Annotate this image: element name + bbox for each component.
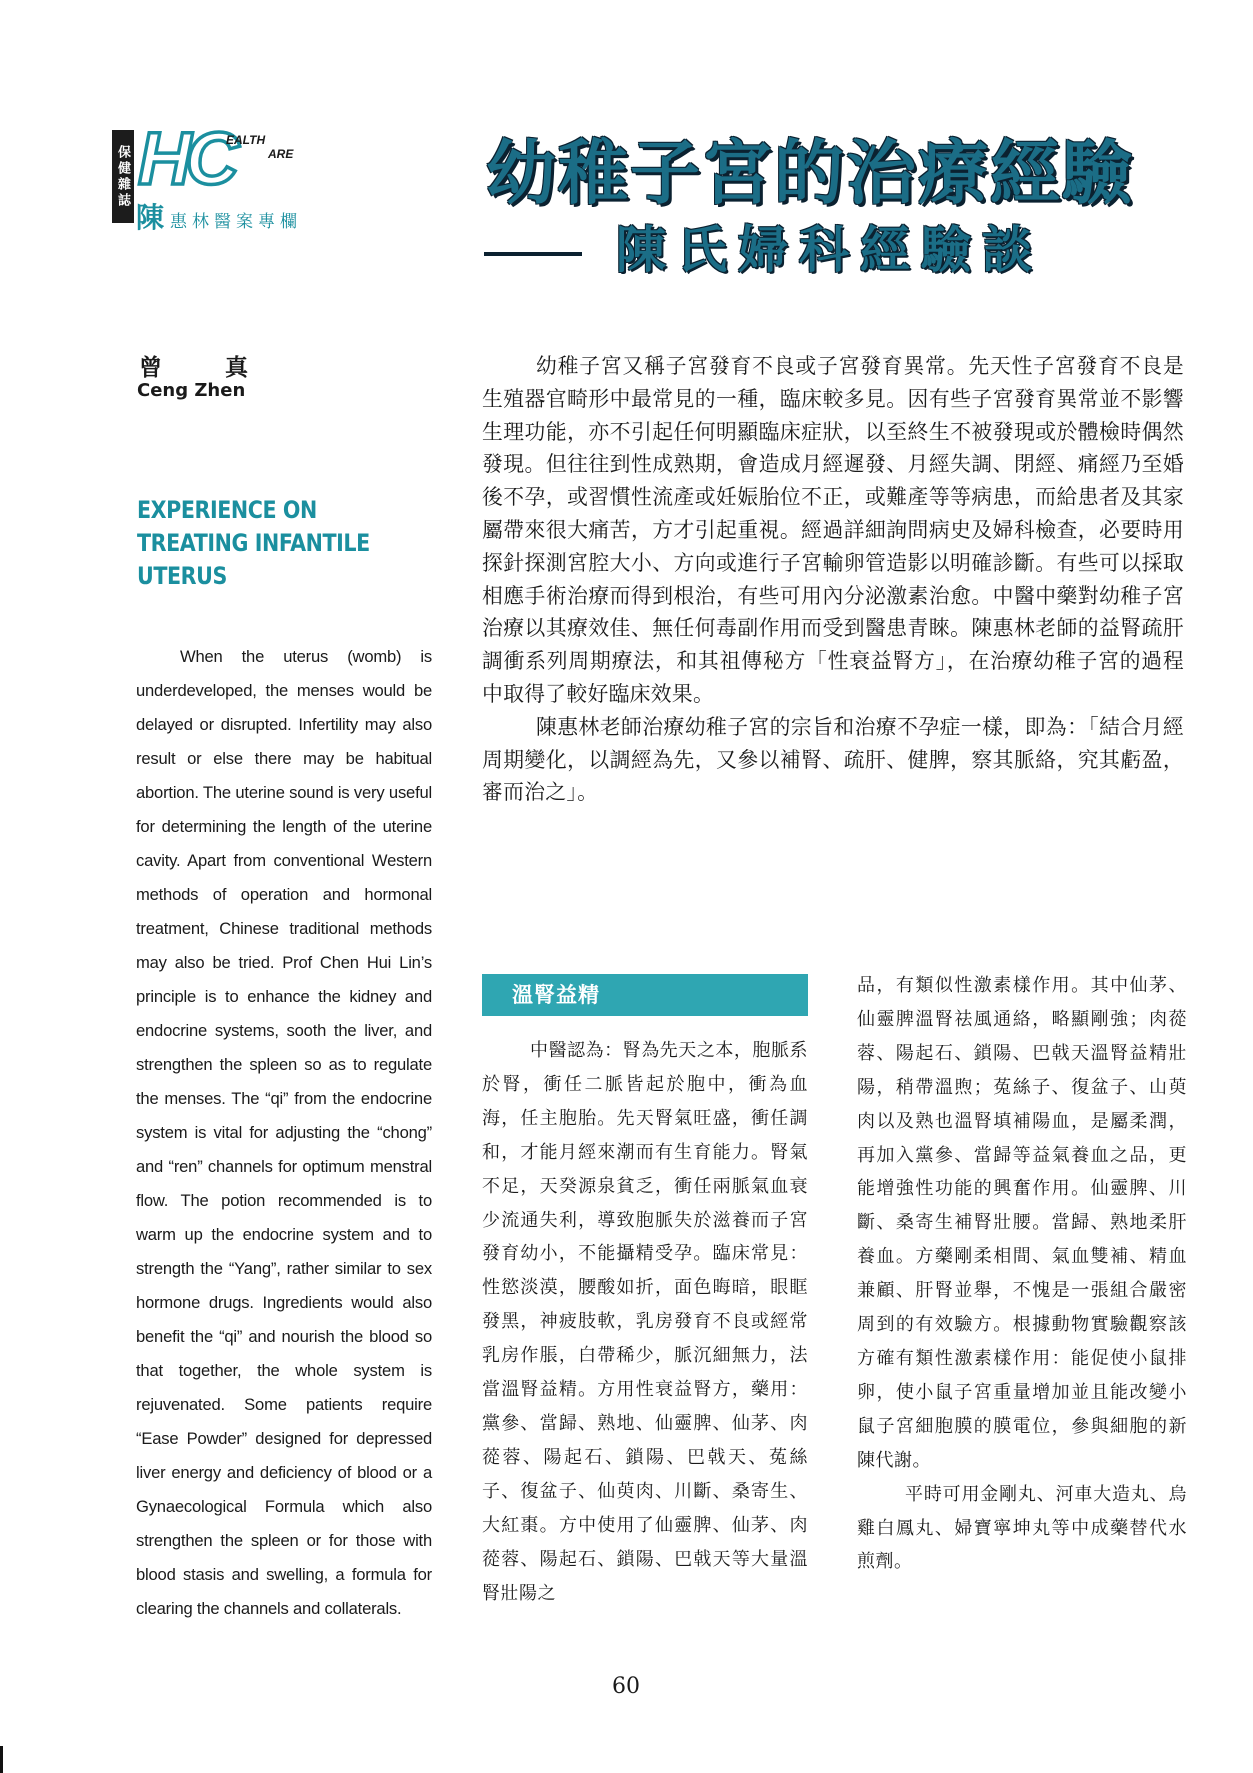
- body-column-left: [482, 1034, 808, 1610]
- intro-paragraph-2: 陳惠林老師治療幼稚子宮的宗旨和治療不孕症一樣，即為：「結合月經周期變化，以調經為先，又參以補腎、疏肝、健脾，察其脈絡，究其虧盈，審而治之」。: [482, 714, 1184, 805]
- logo-hc-letters: HC: [138, 118, 233, 198]
- health-care-logo: [136, 118, 316, 198]
- scan-edge-mark: [0, 1746, 3, 1773]
- body-paragraph-right-2: 平時可用金剛丸、河車大造丸、烏雞白鳳丸、婦寶寧坤丸等中成藥替代水煎劑。: [857, 1483, 1187, 1573]
- series-strip: 保健雜誌: [112, 130, 134, 223]
- logo-ealth-text: EALTH: [226, 133, 266, 147]
- body-paragraph-left: 中醫認為：腎為先天之本，胞脈系於腎，衝任二脈皆起於胞中，衝為血海，任主胞胎。先天腎氣旺盛，衝任調和，才能月經來潮而有生育能力。腎氣不足，天癸源泉貧乏，衝任兩脈氣血衰少流通失利，導致胞脈失於滋養而子宮發育幼小，不能攝精受孕。臨床常見：性慾淡漠，腰酸如折，面色晦暗，眼眶發黑，神疲肢軟，乳房發育不良或經常乳房作脹，白帶稀少，脈沉細無力，法當溫腎益精。方用性衰益腎方，藥用：黨參、當歸、熟地、仙靈脾、仙茅、肉蓯蓉、陽起石、鎖陽、巴戟天、菟絲子、復盆子、仙萸肉、川斷、桑寄生、大紅棗。方中使用了仙靈脾、仙茅、肉蓯蓉、陽起石、鎖陽、巴戟天等大量溫腎壯陽之: [482, 1040, 808, 1604]
- article-title: 幼稚子宮的治療經驗: [486, 131, 1134, 214]
- intro-section: [482, 350, 1184, 809]
- intro-paragraph-1: 幼稚子宮又稱子宮發育不良或子宮發育異常。先天性子宮發育不良是生殖器官畸形中最常見的一種，臨床較多見。因有些子宮發育異常並不影響生理功能，亦不引起任何明顯臨床症狀，以至終生不被發現或於體檢時偶然發現。但往往到性成熟期，會造成月經遲發、月經失調、閉經、痛經乃至婚後不孕，或習慣性流產或妊娠胎位不正，或難產等等病患，而給患者及其家屬帶來很大痛苦，方才引起重視。經過詳細詢問病史及婦科檢查，必要時用探針探測宮腔大小、方向或進行子宮輸卵管造影以明確診斷。有些可以採取相應手術治療而得到根治，有些可用內分泌激素治愈。中醫中藥對幼稚子宮治療以其療效佳、無任何毒副作用而受到醫患青睞。陳惠林老師的益腎疏肝調衝系列周期療法，和其祖傳秘方「性衰益腎方」，在治療幼稚子宮的過程中取得了較好臨床效果。: [482, 354, 1184, 706]
- logo-are-text: ARE: [268, 147, 294, 161]
- english-summary: When the uterus (womb) is underdeveloped, the menses would be delayed or disrupted. Infertility may also result or else there may be habitual abortion. The uterine sound is very useful for determining the length of the uterine cavity. Apart from conventional Western methods of operation and hormonal treatment, Chinese traditional methods may also be tried. Prof Chen Hui Lin’s principle is to enhance the kidney and endocrine systems, sooth the liver, and strengthen the spleen so as to regulate the menses. The “qi” from the endocrine system is vital for adjusting the “chong” and “ren” channels for optimum menstral flow. The potion recommended is to warm up the endocrine system and to strength the “Yang”, rather similar to sex hormone drugs. Ingredients would also benefit the “qi” and nourish the blood so that together, the whole system is rejuvenated. Some patients require “Ease Powder” designed for depressed liver energy and deficiency of blood or a Gynaecological Formula which also strengthen the spleen or for those with blood stasis and swelling, a formula for clearing the channels and collaterals.: [136, 647, 432, 1618]
- article-subtitle: 陳氏婦科經驗談: [616, 220, 1043, 279]
- column-surname: 陳: [136, 201, 165, 234]
- subtitle-dash: [484, 252, 582, 256]
- author-name-english: Ceng Zhen: [137, 380, 246, 401]
- body-paragraph-right-1: 品，有類似性激素樣作用。其中仙茅、仙靈脾溫腎祛風通絡，略顯剛強；肉蓯蓉、陽起石、鎖陽、巴戟天溫腎益精壯陽，稍帶溫煦；菟絲子、復盆子、山萸肉以及熟也溫腎填補陽血，是屬柔潤，再加入黨參、當歸等益氣養血之品，更能增強性功能的興奮作用。仙靈脾、川斷、桑寄生補腎壯腰。當歸、熟地柔肝養血。方藥剛柔相間、氣血雙補、精血兼顧、肝腎並舉，不愧是一張組合嚴密周到的有效驗方。根據動物實驗觀察該方確有類性激素樣作用：能促使小鼠排卵，使小鼠子宮重量增加並且能改變小鼠子宮細胞膜的膜電位，參與細胞的新陳代謝。: [857, 975, 1187, 1471]
- page-number: 60: [612, 1674, 640, 1699]
- author-name-chinese: 曾 真: [139, 355, 268, 381]
- english-title: EXPERIENCE ON TREATING INFANTILE UTERUS: [137, 496, 370, 590]
- section-heading: 溫腎益精: [482, 974, 808, 1016]
- column-name: 惠林醫案專欄: [170, 212, 303, 232]
- body-column-right: [857, 969, 1187, 1579]
- column-label: [136, 196, 302, 236]
